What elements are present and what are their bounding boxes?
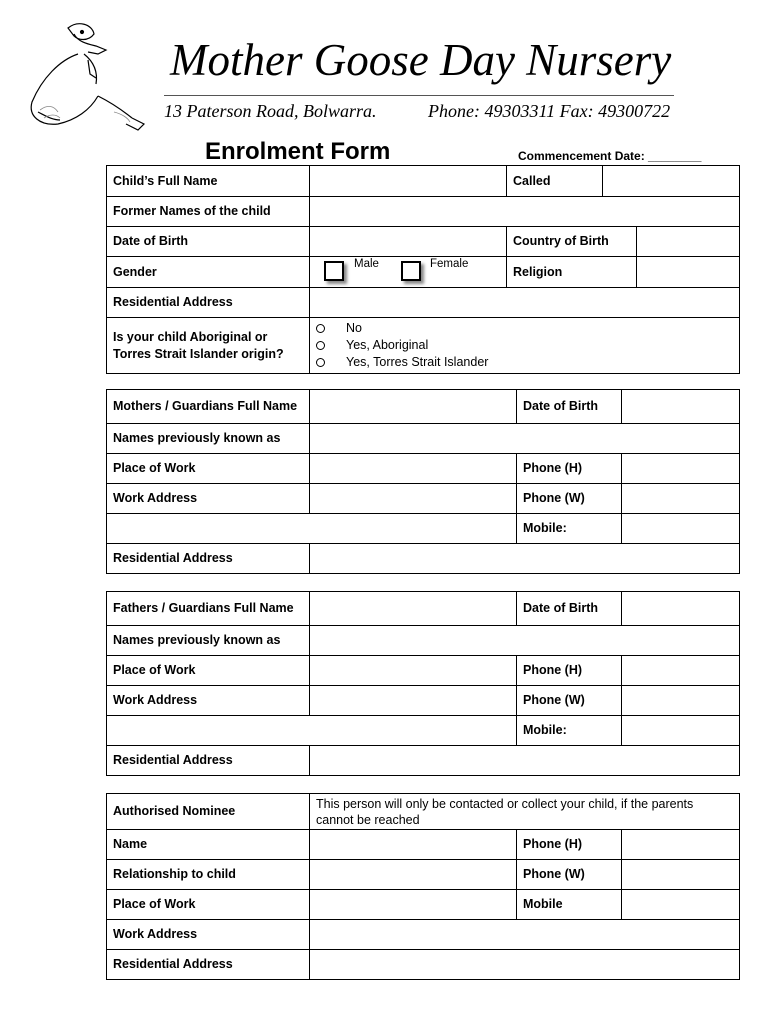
religion-field[interactable] [637,257,740,288]
father-phone-w-field[interactable] [622,686,740,716]
nominee-address-field[interactable] [310,949,740,979]
male-checkbox[interactable] [324,261,344,281]
mother-mobile-label: Mobile: [517,514,622,544]
mother-mobile-field[interactable] [622,514,740,544]
nominee-relationship-field[interactable] [310,859,517,889]
mother-details-table [106,389,740,574]
nominee-mobile-field[interactable] [622,889,740,919]
female-checkbox[interactable] [401,261,421,281]
nominee-work-place-label: Place of Work [107,889,310,919]
nursery-address: 13 Paterson Road, Bolwarra. [164,101,377,121]
nominee-work-address-label: Work Address [107,919,310,949]
nominee-work-address-field[interactable] [310,919,740,949]
aboriginal-question: Is your child Aboriginal or Torres Strait Islander origin? [107,318,310,374]
header-divider [164,95,674,96]
nominee-phone-h-label: Phone (H) [517,829,622,859]
mother-name-label: Mothers / Guardians Full Name [107,390,310,424]
former-names-label: Former Names of the child [107,197,310,227]
father-work-address-cont-field[interactable] [107,716,517,746]
nominee-phone-w-field[interactable] [622,859,740,889]
child-address-label: Residential Address [107,288,310,318]
father-dob-field[interactable] [622,592,740,626]
nominee-name-label: Name [107,829,310,859]
nominee-work-place-field[interactable] [310,889,517,919]
nominee-note: This person will only be contacted or collect your child, if the parents cannot be reached [310,794,740,830]
child-name-label: Child’s Full Name [107,166,310,197]
mother-address-label: Residential Address [107,544,310,574]
mother-work-address-cont-field[interactable] [107,514,517,544]
father-phone-w-label: Phone (W) [517,686,622,716]
mother-work-address-label: Work Address [107,484,310,514]
goose-logo [18,20,168,138]
radio-icon [316,358,325,367]
mother-phone-h-field[interactable] [622,454,740,484]
nominee-title: Authorised Nominee [107,794,310,830]
gender-label: Gender [107,257,310,288]
religion-label: Religion [507,257,637,288]
aboriginal-option-torres-strait[interactable]: Yes, Torres Strait Islander [316,354,733,371]
mother-name-field[interactable] [310,390,517,424]
mother-work-address-field[interactable] [310,484,517,514]
father-work-place-field[interactable] [310,656,517,686]
child-dob-field[interactable] [310,227,507,257]
former-names-field[interactable] [310,197,740,227]
father-mobile-label: Mobile: [517,716,622,746]
father-previous-names-field[interactable] [310,626,740,656]
country-of-birth-label: Country of Birth [507,227,637,257]
child-address-field[interactable] [310,288,740,318]
radio-icon [316,341,325,350]
mother-address-field[interactable] [310,544,740,574]
nursery-contact: Phone: 49303311 Fax: 49300722 [428,101,671,121]
mother-previous-names-label: Names previously known as [107,424,310,454]
mother-work-place-field[interactable] [310,454,517,484]
father-mobile-field[interactable] [622,716,740,746]
father-work-address-label: Work Address [107,686,310,716]
father-address-label: Residential Address [107,746,310,776]
nominee-mobile-label: Mobile [517,889,622,919]
father-work-place-label: Place of Work [107,656,310,686]
mother-phone-h-label: Phone (H) [517,454,622,484]
nominee-name-field[interactable] [310,829,517,859]
father-details-table [106,591,740,776]
mother-phone-w-field[interactable] [622,484,740,514]
male-label: Male [354,258,379,270]
mother-previous-names-field[interactable] [310,424,740,454]
mother-dob-label: Date of Birth [517,390,622,424]
radio-icon [316,324,325,333]
nominee-details-table [106,793,740,980]
father-phone-h-label: Phone (H) [517,656,622,686]
mother-phone-w-label: Phone (W) [517,484,622,514]
nominee-phone-w-label: Phone (W) [517,859,622,889]
called-field[interactable] [603,166,740,197]
aboriginal-options [310,318,740,374]
aboriginal-option-aboriginal[interactable]: Yes, Aboriginal [316,337,733,354]
nominee-phone-h-field[interactable] [622,829,740,859]
child-dob-label: Date of Birth [107,227,310,257]
father-work-address-field[interactable] [310,686,517,716]
father-previous-names-label: Names previously known as [107,626,310,656]
child-details-table [106,165,740,374]
country-of-birth-field[interactable] [637,227,740,257]
form-title: Enrolment Form [205,138,391,165]
nominee-relationship-label: Relationship to child [107,859,310,889]
mother-work-place-label: Place of Work [107,454,310,484]
aboriginal-option-no[interactable]: No [316,320,733,337]
father-name-field[interactable] [310,592,517,626]
commencement-date: Commencement Date: ________ [518,149,702,163]
called-label: Called [507,166,603,197]
father-phone-h-field[interactable] [622,656,740,686]
female-label: Female [430,258,469,270]
gender-field [310,257,507,288]
father-name-label: Fathers / Guardians Full Name [107,592,310,626]
child-name-field[interactable] [310,166,507,197]
father-address-field[interactable] [310,746,740,776]
mother-dob-field[interactable] [622,390,740,424]
nominee-address-label: Residential Address [107,949,310,979]
nursery-name: Mother Goose Day Nursery [170,35,672,85]
father-dob-label: Date of Birth [517,592,622,626]
